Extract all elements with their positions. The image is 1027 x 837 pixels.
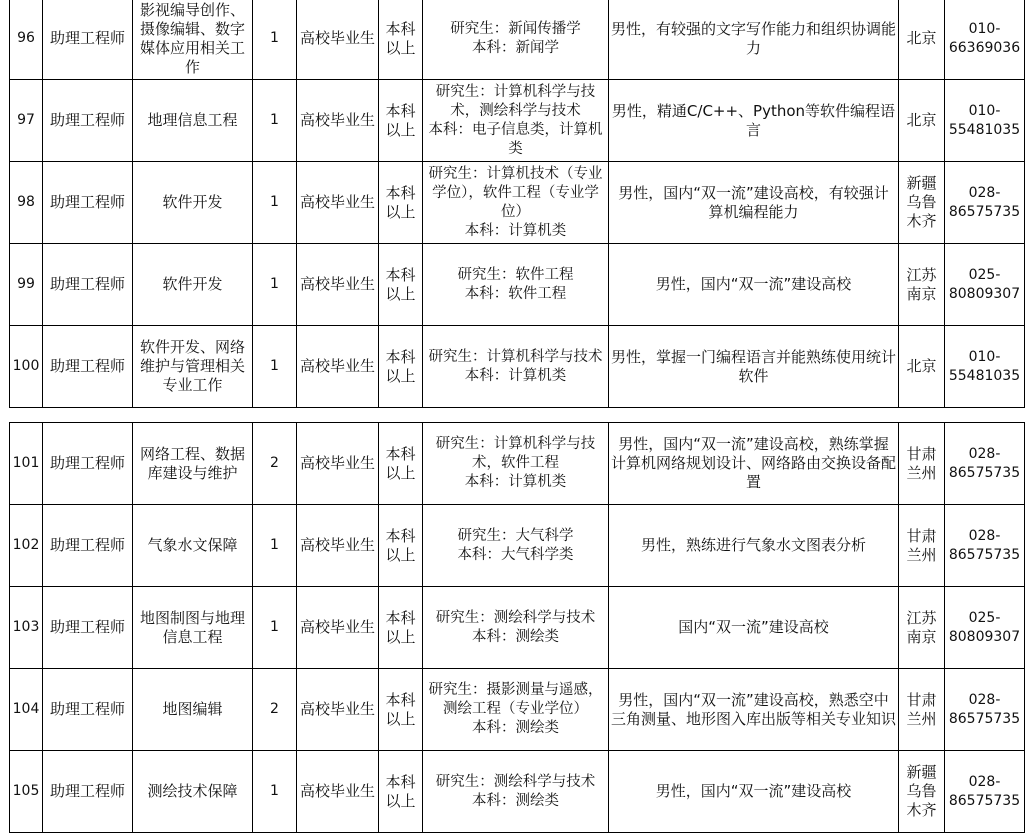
work-location: 江苏南京 — [899, 244, 945, 326]
headcount: 1 — [253, 0, 297, 80]
contact-phone: 028- 86575735 — [945, 669, 1025, 751]
row-number: 96 — [10, 0, 43, 80]
major-requirement: 研究生：测绘科学与技术 本科：测绘类 — [423, 751, 609, 833]
contact-phone: 028- 86575735 — [945, 751, 1025, 833]
table-row — [10, 80, 1025, 162]
job-description: 测绘技术保障 — [133, 751, 253, 833]
other-requirement: 男性，国内“双一流”建设高校 — [609, 751, 899, 833]
work-location: 甘肃兰州 — [899, 669, 945, 751]
major-requirement: 研究生：计算机科学与技术，软件工程 本科：计算机类 — [423, 423, 609, 505]
work-location: 新疆乌鲁木齐 — [899, 162, 945, 244]
major-requirement: 研究生：摄影测量与遥感，测绘工程（专业学位） 本科：测绘类 — [423, 669, 609, 751]
table-row — [10, 326, 1025, 408]
table-row — [10, 669, 1025, 751]
contact-phone: 025- 80809307 — [945, 244, 1025, 326]
candidate-type: 高校毕业生 — [297, 244, 379, 326]
row-number: 101 — [10, 423, 43, 505]
major-requirement: 研究生：软件工程 本科：软件工程 — [423, 244, 609, 326]
contact-phone: 010- 55481035 — [945, 326, 1025, 408]
table-row — [10, 162, 1025, 244]
headcount: 1 — [253, 505, 297, 587]
other-requirement: 男性，国内“双一流”建设高校，有较强计算机编程能力 — [609, 162, 899, 244]
job-title: 助理工程师 — [43, 162, 133, 244]
job-title: 助理工程师 — [43, 505, 133, 587]
row-number: 97 — [10, 80, 43, 162]
contact-phone: 028- 86575735 — [945, 423, 1025, 505]
row-number: 99 — [10, 244, 43, 326]
headcount: 1 — [253, 326, 297, 408]
education-level: 本科以上 — [379, 423, 423, 505]
job-title: 助理工程师 — [43, 244, 133, 326]
major-requirement: 研究生：计算机技术（专业学位），软件工程（专业学位） 本科：计算机类 — [423, 162, 609, 244]
row-number: 105 — [10, 751, 43, 833]
row-number: 98 — [10, 162, 43, 244]
headcount: 1 — [253, 162, 297, 244]
education-level: 本科以上 — [379, 162, 423, 244]
other-requirement: 男性，精通C/C++、Python等软件编程语言 — [609, 80, 899, 162]
other-requirement: 男性，国内“双一流”建设高校，熟悉空中三角测量、地形图入库出版等相关专业知识 — [609, 669, 899, 751]
headcount: 2 — [253, 669, 297, 751]
table-row — [10, 244, 1025, 326]
headcount: 1 — [253, 80, 297, 162]
candidate-type: 高校毕业生 — [297, 669, 379, 751]
candidate-type: 高校毕业生 — [297, 505, 379, 587]
education-level: 本科以上 — [379, 80, 423, 162]
work-location: 江苏南京 — [899, 587, 945, 669]
candidate-type: 高校毕业生 — [297, 162, 379, 244]
work-location: 北京 — [899, 0, 945, 80]
education-level: 本科以上 — [379, 751, 423, 833]
major-requirement: 研究生：大气科学 本科：大气科学类 — [423, 505, 609, 587]
job-description: 软件开发 — [133, 244, 253, 326]
education-level: 本科以上 — [379, 326, 423, 408]
work-location: 北京 — [899, 80, 945, 162]
row-number: 103 — [10, 587, 43, 669]
other-requirement: 男性，掌握一门编程语言并能熟练使用统计软件 — [609, 326, 899, 408]
education-level: 本科以上 — [379, 505, 423, 587]
contact-phone: 025- 80809307 — [945, 587, 1025, 669]
education-level: 本科以上 — [379, 244, 423, 326]
job-description: 网络工程、数据库建设与维护 — [133, 423, 253, 505]
education-level: 本科以上 — [379, 587, 423, 669]
contact-phone: 010- 55481035 — [945, 80, 1025, 162]
job-description: 软件开发、网络维护与管理相关专业工作 — [133, 326, 253, 408]
headcount: 1 — [253, 751, 297, 833]
job-table-bottom — [9, 422, 1025, 833]
row-number: 100 — [10, 326, 43, 408]
table-row — [10, 505, 1025, 587]
education-level: 本科以上 — [379, 669, 423, 751]
other-requirement: 男性，国内“双一流”建设高校，熟练掌握计算机网络规划设计、网络路由交换设备配置 — [609, 423, 899, 505]
work-location: 北京 — [899, 326, 945, 408]
major-requirement: 研究生：新闻传播学 本科：新闻学 — [423, 0, 609, 80]
work-location: 甘肃兰州 — [899, 423, 945, 505]
job-description: 地理信息工程 — [133, 80, 253, 162]
candidate-type: 高校毕业生 — [297, 423, 379, 505]
job-title: 助理工程师 — [43, 326, 133, 408]
job-title: 助理工程师 — [43, 751, 133, 833]
job-title: 助理工程师 — [43, 423, 133, 505]
major-requirement: 研究生：测绘科学与技术 本科：测绘类 — [423, 587, 609, 669]
job-title: 助理工程师 — [43, 0, 133, 80]
candidate-type: 高校毕业生 — [297, 587, 379, 669]
job-table-top — [9, 0, 1025, 408]
other-requirement: 男性，有较强的文字写作能力和组织协调能力 — [609, 0, 899, 80]
table-row — [10, 587, 1025, 669]
headcount: 2 — [253, 423, 297, 505]
work-location: 甘肃兰州 — [899, 505, 945, 587]
job-description: 地图编辑 — [133, 669, 253, 751]
job-title: 助理工程师 — [43, 669, 133, 751]
candidate-type: 高校毕业生 — [297, 0, 379, 80]
headcount: 1 — [253, 587, 297, 669]
candidate-type: 高校毕业生 — [297, 326, 379, 408]
job-description: 软件开发 — [133, 162, 253, 244]
table-row — [10, 0, 1025, 80]
work-location: 新疆乌鲁木齐 — [899, 751, 945, 833]
row-number: 104 — [10, 669, 43, 751]
other-requirement: 男性，国内“双一流”建设高校 — [609, 244, 899, 326]
major-requirement: 研究生：计算机科学与技术，测绘科学与技术 本科：电子信息类，计算机类 — [423, 80, 609, 162]
job-title: 助理工程师 — [43, 80, 133, 162]
candidate-type: 高校毕业生 — [297, 751, 379, 833]
education-level: 本科以上 — [379, 0, 423, 80]
table-row — [10, 423, 1025, 505]
contact-phone: 028- 86575735 — [945, 505, 1025, 587]
other-requirement: 国内“双一流”建设高校 — [609, 587, 899, 669]
contact-phone: 010- 66369036 — [945, 0, 1025, 80]
candidate-type: 高校毕业生 — [297, 80, 379, 162]
headcount: 1 — [253, 244, 297, 326]
job-title: 助理工程师 — [43, 587, 133, 669]
table-row — [10, 751, 1025, 833]
job-description: 影视编导创作、摄像编辑、数字媒体应用相关工作 — [133, 0, 253, 80]
other-requirement: 男性，熟练进行气象水文图表分析 — [609, 505, 899, 587]
major-requirement: 研究生：计算机科学与技术 本科：计算机类 — [423, 326, 609, 408]
job-description: 地图制图与地理信息工程 — [133, 587, 253, 669]
job-description: 气象水文保障 — [133, 505, 253, 587]
contact-phone: 028- 86575735 — [945, 162, 1025, 244]
row-number: 102 — [10, 505, 43, 587]
